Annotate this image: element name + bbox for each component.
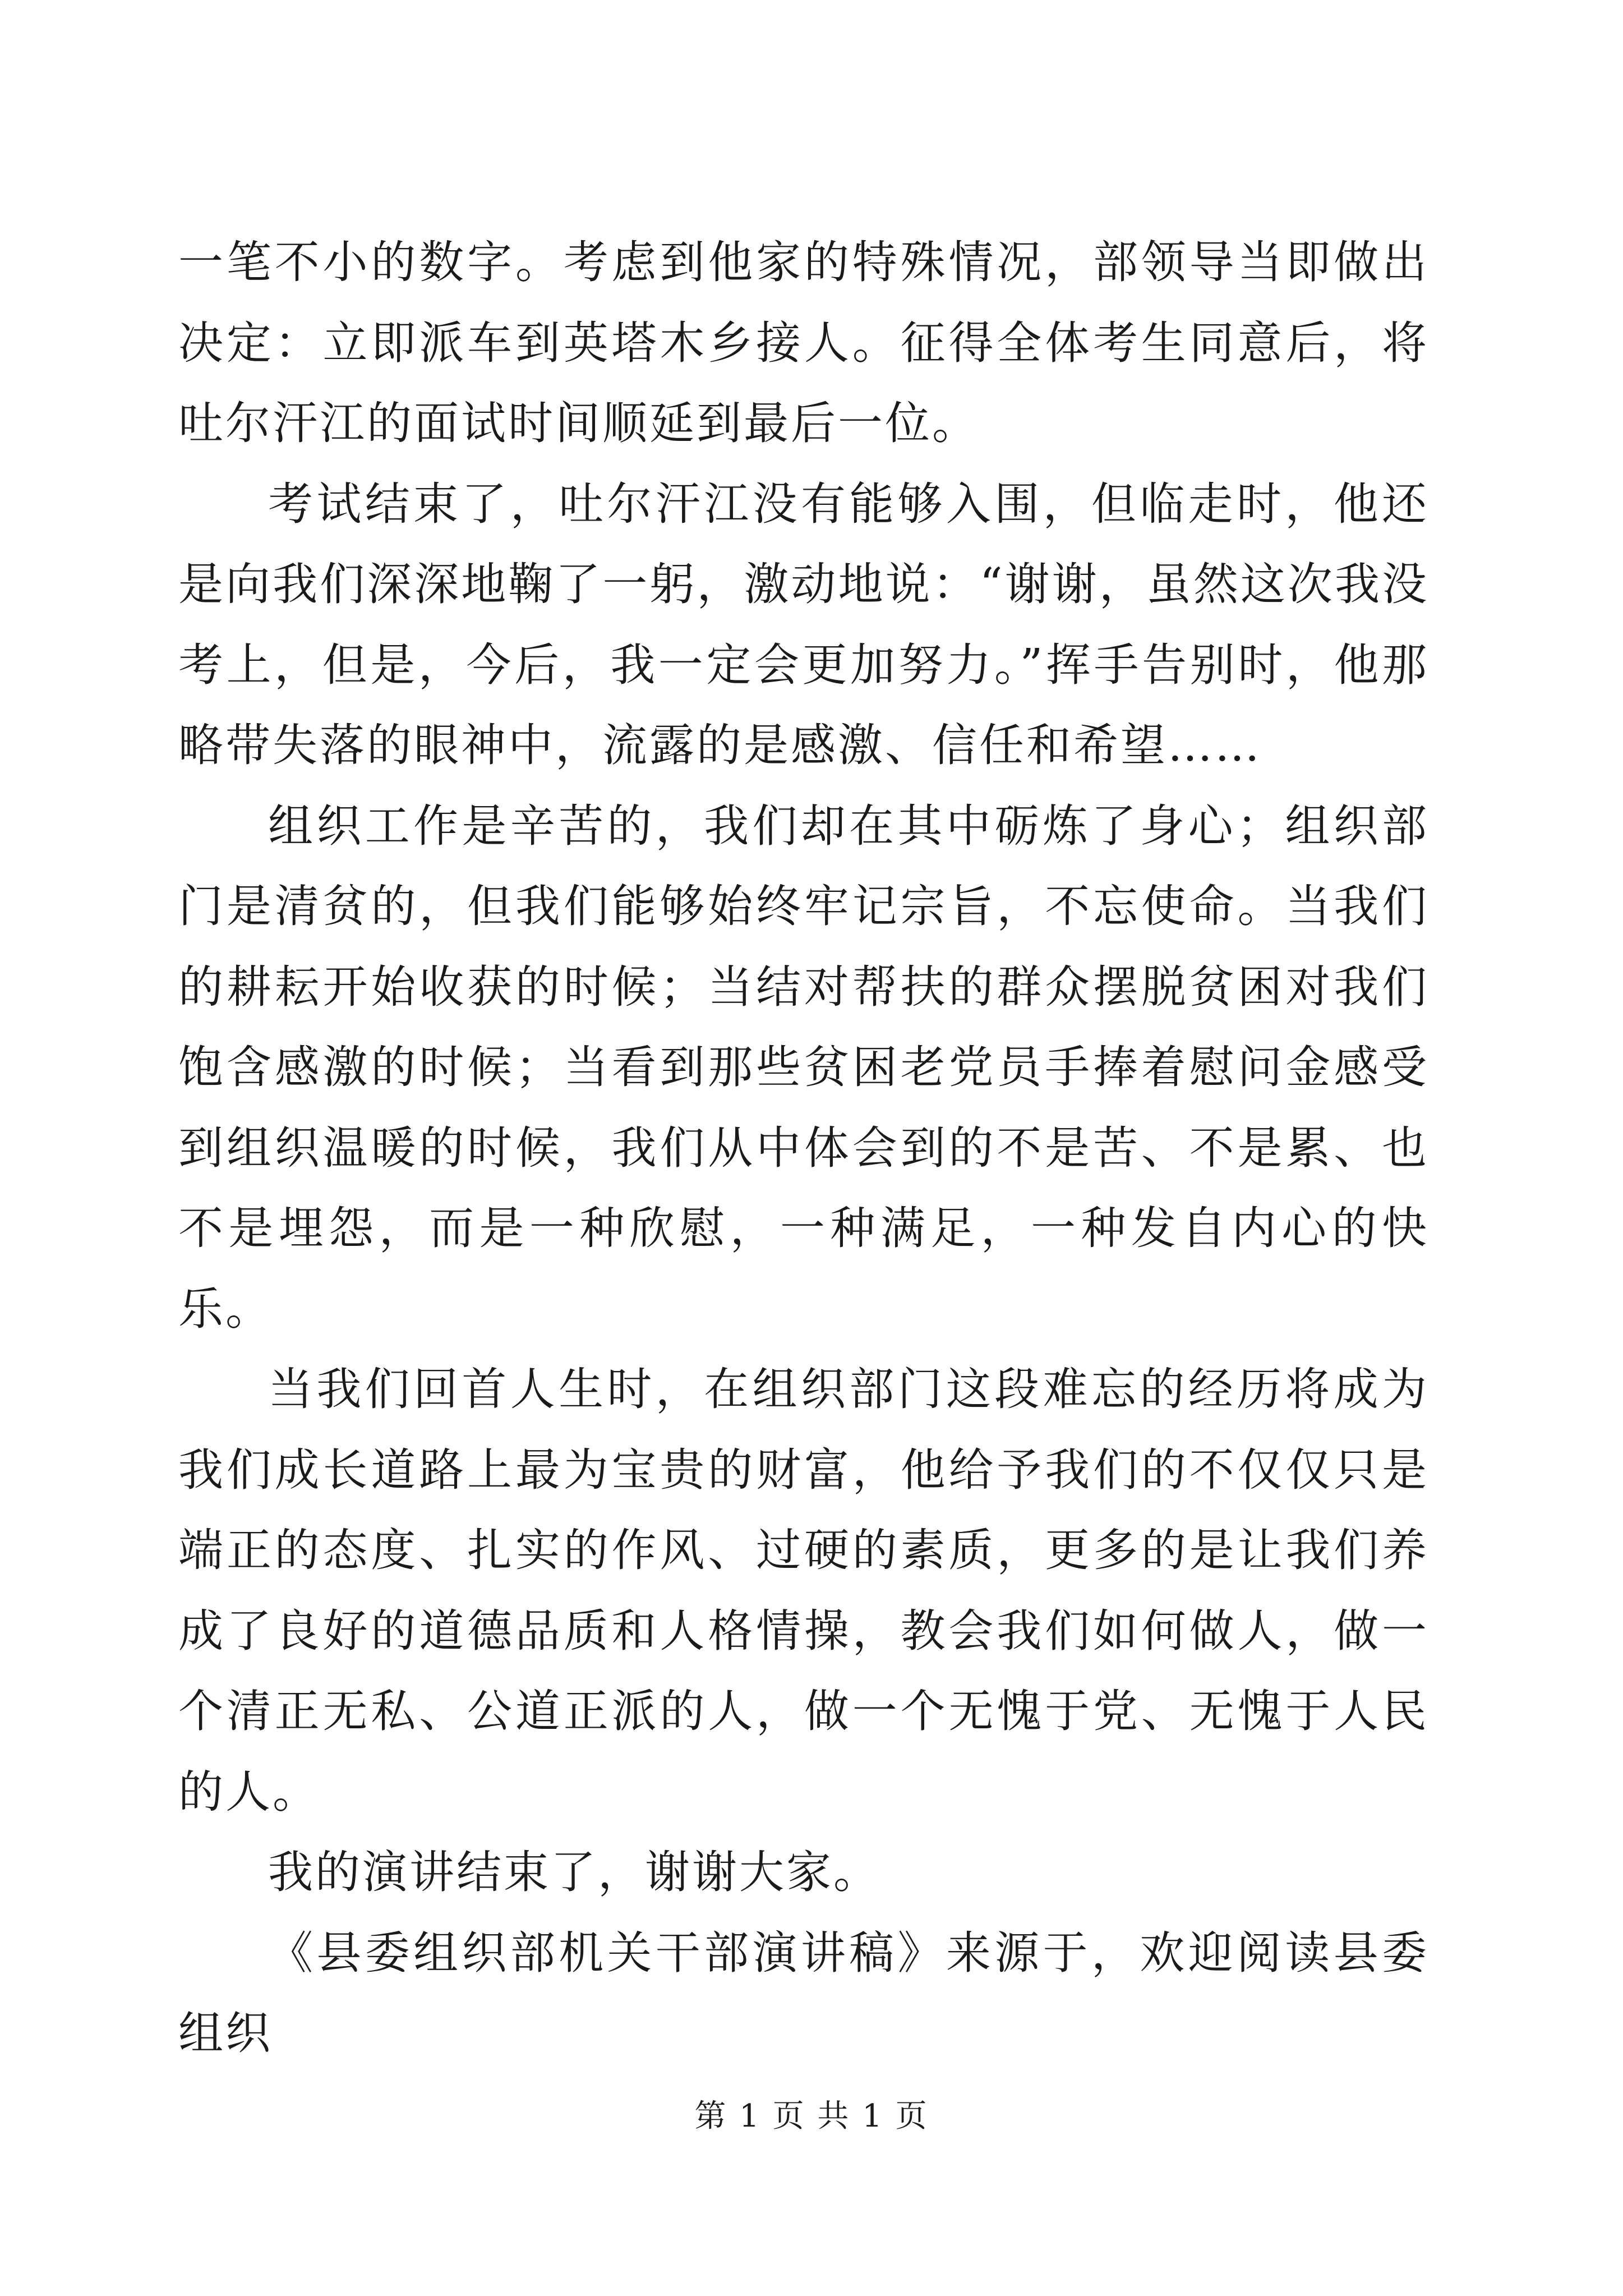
paragraph-1: 一笔不小的数字。考虑到他家的特殊情况，部领导当即做出决定：立即派车到英塔木乡接人。征得全体考生同意后，将吐尔汗江的面试时间顺延到最后一位。 <box>178 236 1429 449</box>
paragraph-2: 考试结束了，吐尔汗江没有能够入围，但临走时，他还是向我们深深地鞠了一躬，激动地说：“谢谢，虽然这次我没考上，但是，今后，我一定会更加努力。”挥手告别时，他那略带失落的眼神中，流露的是感激、信任和希望…… <box>178 477 1429 771</box>
document-body <box>178 222 1429 2074</box>
paragraph-6: 《县委组织部机关干部演讲稿》来源于，欢迎阅读县委组织 <box>178 1926 1429 2059</box>
paragraph-4: 当我们回首人生时，在组织部门这段难忘的经历将成为我们成长道路上最为宝贵的财富，他给予我们的不仅仅只是端正的态度、扎实的作风、过硬的素质，更多的是让我们养成了良好的道德品质和人格情操，教会我们如何做人，做一个清正无私、公道正派的人，做一个无愧于党、无愧于人民的人。 <box>178 1363 1429 1818</box>
page-number-footer: 第 1 页 共 1 页 <box>694 2098 929 2134</box>
paragraph-5: 我的演讲结束了，谢谢大家。 <box>268 1846 880 1898</box>
paragraph-3: 组织工作是辛苦的，我们却在其中砺炼了身心；组织部门是清贫的，但我们能够始终牢记宗旨，不忘使命。当我们的耕耘开始收获的时候；当结对帮扶的群众摆脱贫困对我们饱含感激的时候；当看到那些贫困老党员手捧着慰问金感受到组织温暖的时候，我们从中体会到的不是苦、不是累、也不是埋怨，而是一种欣慰，一种满足，一种发自内心的快乐。 <box>178 799 1429 1335</box>
